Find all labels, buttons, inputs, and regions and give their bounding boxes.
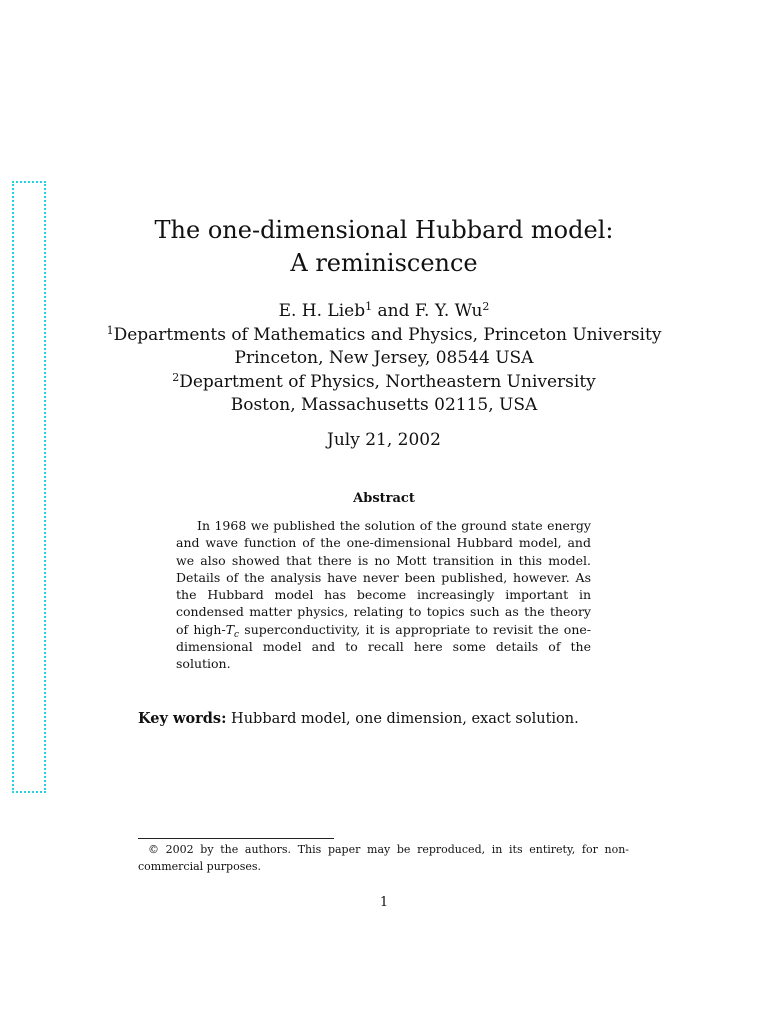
abstract-body (176, 517, 591, 673)
author-conjunction: and (377, 301, 410, 321)
keywords-label: Key words: (138, 710, 227, 727)
author-2-name: F. Y. Wu (414, 301, 483, 321)
author-2-mark: 2 (482, 300, 490, 313)
title-line-1: The one-dimensional Hubbard model: (154, 216, 614, 244)
abstract-text-after: superconductivity, it is appropriate to revisit the one-dimensional model and to recall here some details of the solution. (176, 621, 591, 672)
page-number: 1 (379, 895, 389, 910)
footnote-text: 2002 by the authors. This paper may be reproduced, in its entirety, for non-commercial purposes. (138, 843, 629, 873)
copyright-symbol: © (148, 843, 159, 856)
keywords-value: Hubbard model, one dimension, exact solution. (231, 711, 579, 727)
affiliation-1-line-1 (0, 324, 768, 348)
abstract-heading: Abstract (353, 491, 415, 506)
affiliation-2-text: Department of Physics, Northeastern University (179, 371, 596, 392)
author-1-mark: 1 (365, 300, 373, 313)
abstract-text-before: In 1968 we published the solution of the ground state energy and wave function of the one-dimensional Hubbard model, and we also showed that there is no Mott transition in this model. Details of the analysis have never been published, however. As the Hubbard model has become increasingly important in condensed matter physics, relating to topics such as the theory of high- (176, 518, 591, 637)
paper-date: July 21, 2002 (327, 430, 441, 450)
author-1-name: E. H. Lieb (278, 301, 366, 321)
affiliation-2-mark: 2 (172, 370, 180, 384)
title-line-2: A reminiscence (290, 249, 478, 277)
abstract-math-symbol: T (225, 621, 235, 637)
abstract-math-subscript: c (234, 629, 240, 640)
affiliation-2-line-1 (0, 371, 768, 395)
author-names (0, 300, 768, 324)
paper-title (0, 214, 768, 280)
footnote (138, 842, 629, 875)
author-block (0, 300, 768, 418)
affiliation-1-line-2: Princeton, New Jersey, 08544 USA (234, 348, 534, 368)
affiliation-2-line-2: Boston, Massachusetts 02115, USA (230, 395, 538, 415)
footnote-rule (138, 838, 334, 839)
affiliation-1-mark: 1 (106, 323, 114, 337)
keywords-line (138, 710, 579, 727)
affiliation-1-text: Departments of Mathematics and Physics, Princeton University (113, 324, 662, 345)
